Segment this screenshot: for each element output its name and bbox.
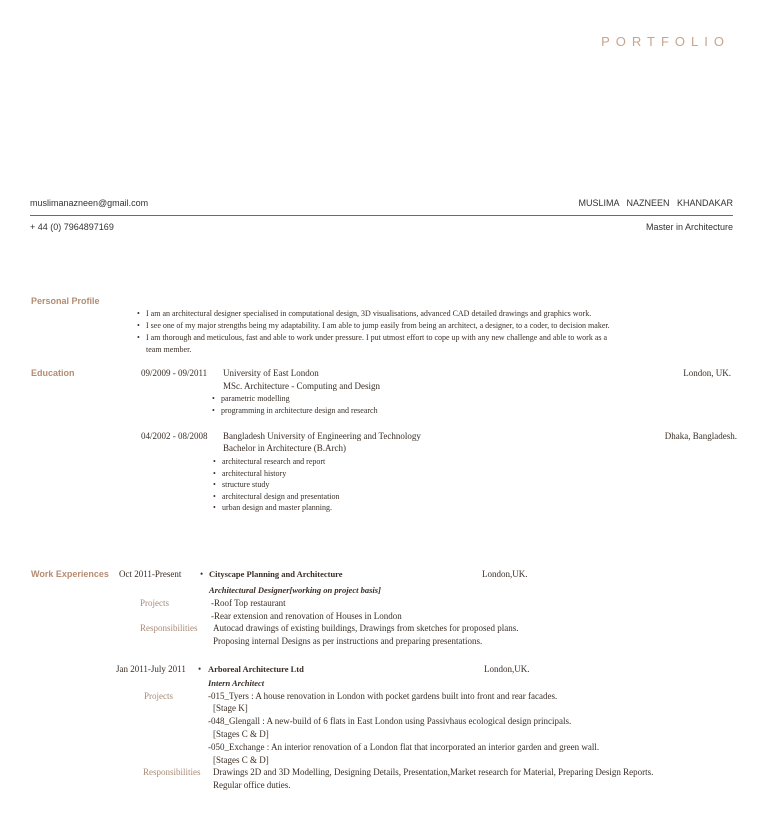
section-label-education: Education — [31, 368, 75, 378]
edu-degree: MSc. Architecture - Computing and Design — [223, 381, 380, 391]
profile-item: • I am thorough and meticulous, fast and able to work under pressure. I put utmost effort to cope up with any new challenge and able to work as a — [146, 333, 607, 342]
job-bullet: • — [198, 664, 202, 674]
edu-school: Bangladesh University of Engineering and Technology — [223, 431, 421, 441]
phone-text: + 44 (0) 7964897169 — [30, 222, 114, 232]
responsibility-line: Autocad drawings of existing buildings, Drawings from sketches for proposed plans. — [213, 623, 519, 633]
edu-school: University of East London — [223, 368, 319, 378]
edu-location: Dhaka, Bangladesh. — [664, 431, 737, 441]
edu-item: • structure study — [222, 480, 269, 489]
email-text: muslimanazneen@gmail.com — [30, 198, 149, 208]
profile-item-continued: team member. — [146, 345, 192, 354]
responsibilities-label: Responsibilities — [143, 767, 201, 777]
edu-item: • urban design and master planning. — [222, 503, 332, 512]
edu-item: • architectural design and presentation — [222, 492, 340, 501]
degree-text: Master in Architecture — [645, 222, 733, 232]
edu-location: London, UK. — [683, 368, 731, 378]
profile-item: • I am an architectural designer specialised in computational design, 3D visualisations, advanced CAD detailed drawings and graphics work. — [146, 309, 591, 318]
profile-item: • I see one of my major strengths being my adaptability. I am able to jump easily from being an architect, a designer, to a coder, to decision maker. — [146, 321, 610, 330]
edu-item: • parametric modelling — [221, 394, 290, 403]
responsibility-line: Proposing internal Designs as per instructions and preparing presentations. — [213, 636, 483, 646]
projects-label: Projects — [144, 691, 173, 701]
project-line: -048_Glengall : A new-build of 6 flats in East London using Passivhaus ecological design principals. — [208, 716, 572, 726]
name-text: MUSLIMA NAZNEEN KHANDAKAR — [578, 198, 733, 208]
job-company: Cityscape Planning and Architecture — [209, 569, 343, 579]
edu-item: • architectural research and report — [222, 457, 325, 466]
edu-dates: 04/2002 - 08/2008 — [141, 431, 208, 441]
section-label-work: Work Experiences — [31, 569, 109, 579]
job-location: London,UK. — [484, 664, 530, 674]
job-location: London,UK. — [482, 569, 528, 579]
edu-dates: 09/2009 - 09/2011 — [141, 368, 208, 378]
responsibility-line: Drawings 2D and 3D Modelling, Designing Details, Presentation,Market research for Material, Preparing Design Reports. — [213, 767, 654, 777]
job-bullet: • — [200, 569, 204, 579]
project-stage: [Stage K] — [213, 703, 248, 713]
edu-degree: Bachelor in Architecture (B.Arch) — [223, 443, 346, 453]
job-company: Arboreal Architecture Ltd — [208, 664, 304, 674]
edu-item: • programming in architecture design and research — [221, 406, 378, 415]
project-line: -050_Exchange : An interior renovation of a London flat that incorporated an interior garden and green wall. — [208, 742, 600, 752]
job-dates: Jan 2011-July 2011 — [116, 664, 186, 674]
projects-label: Projects — [140, 598, 169, 608]
project-stage: [Stages C & D] — [213, 755, 269, 765]
edu-item: • architectural history — [222, 469, 286, 478]
responsibilities-label: Responsibilities — [140, 623, 198, 633]
project-stage: [Stages C & D] — [213, 729, 269, 739]
job-role: Architectural Designer[working on project basis] — [209, 585, 381, 595]
section-label-profile: Personal Profile — [31, 296, 100, 306]
portfolio-title: PORTFOLIO — [601, 34, 730, 49]
project-line: -Roof Top restaurant — [211, 598, 286, 608]
job-role: Intern Architect — [208, 678, 265, 688]
header-divider — [30, 215, 733, 216]
job-dates: Oct 2011-Present — [119, 569, 182, 579]
project-line: -Rear extension and renovation of Houses in London — [211, 611, 402, 621]
responsibility-line: Regular office duties. — [213, 780, 291, 790]
project-line: -015_Tyers : A house renovation in London with pocket gardens built into front and rear facades. — [208, 691, 558, 701]
